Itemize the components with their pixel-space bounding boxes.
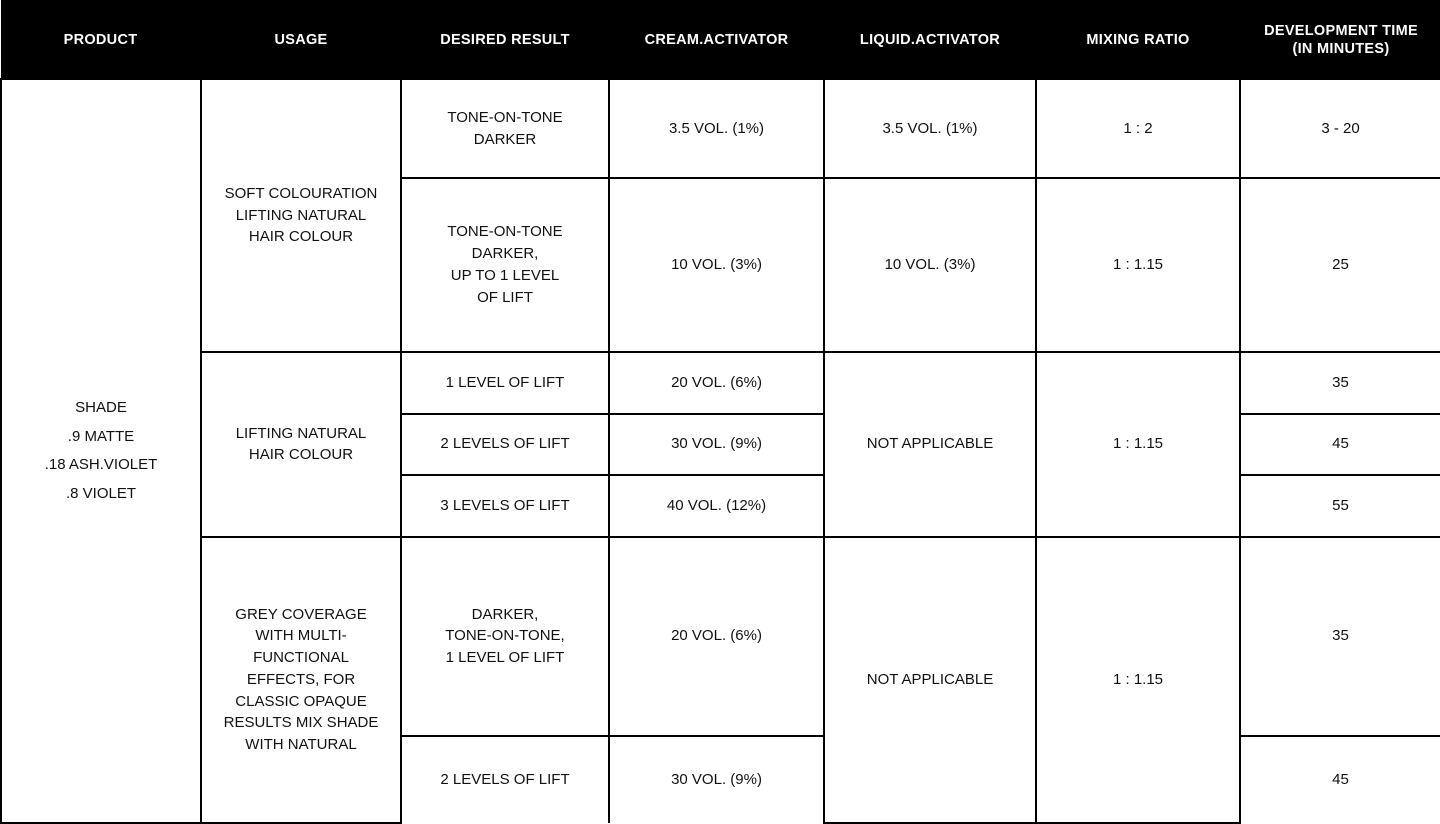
usage-line: LIFTING NATURAL <box>235 206 367 224</box>
cream-activator-cell: 10 VOL. (3%) <box>609 178 824 352</box>
cream-activator-cell: 20 VOL. (6%) <box>609 352 824 414</box>
mixing-ratio-cell: 1 : 1.15 <box>1036 178 1240 352</box>
usage-cell-soft-colouration <box>201 79 401 352</box>
result-line: DARKER, <box>471 605 539 623</box>
result-line: TONE-ON-TONE <box>447 108 563 126</box>
result-line: 1 LEVEL OF LIFT <box>445 649 565 667</box>
column-header-usage: USAGE <box>201 1 401 79</box>
cream-activator-cell: 3.5 VOL. (1%) <box>609 79 824 178</box>
desired-result-cell <box>401 79 609 178</box>
usage-line: FUNCTIONAL <box>253 649 349 667</box>
result-line: UP TO 1 LEVEL <box>450 266 560 284</box>
usage-line: CLASSIC OPAQUE <box>235 692 367 710</box>
mixing-ratio-cell: 1 : 1.15 <box>1036 352 1240 537</box>
usage-line: EFFECTS, FOR <box>246 670 356 688</box>
column-header-liquid-activator: LIQUID.ACTIVATOR <box>824 1 1036 79</box>
result-line: TONE-ON-TONE, <box>445 627 565 645</box>
table-row <box>1 79 1440 178</box>
column-header-desired-result: DESIRED RESULT <box>401 1 609 79</box>
mixing-ratio-cell: 1 : 1.15 <box>1036 537 1240 823</box>
product-cell <box>1 79 201 823</box>
development-time-cell: 35 <box>1240 537 1440 736</box>
development-time-cell: 35 <box>1240 352 1440 414</box>
column-header-cream-activator: CREAM.ACTIVATOR <box>609 1 824 79</box>
table-row <box>1 352 1440 414</box>
product-line: .18 ASH.VIOLET <box>44 456 158 473</box>
column-header-mixing-ratio: MIXING RATIO <box>1036 1 1240 79</box>
development-time-cell: 45 <box>1240 414 1440 476</box>
usage-line: WITH MULTI- <box>255 627 347 645</box>
desired-result-cell <box>401 178 609 352</box>
desired-result-cell: 2 LEVELS OF LIFT <box>401 736 609 823</box>
column-header-development-time <box>1240 1 1440 79</box>
result-line: DARKER <box>473 130 537 148</box>
development-time-sublabel: (IN MINUTES) <box>1292 41 1390 57</box>
desired-result-cell: 2 LEVELS OF LIFT <box>401 414 609 476</box>
development-time-cell: 3 - 20 <box>1240 79 1440 178</box>
cream-activator-cell: 20 VOL. (6%) <box>609 537 824 736</box>
usage-line: RESULTS MIX SHADE <box>223 714 379 732</box>
usage-line: HAIR COLOUR <box>248 446 354 464</box>
development-time-cell: 55 <box>1240 475 1440 537</box>
usage-cell-grey-coverage <box>201 537 401 823</box>
cream-activator-cell: 30 VOL. (9%) <box>609 414 824 476</box>
liquid-activator-cell: 3.5 VOL. (1%) <box>824 79 1036 178</box>
result-line: TONE-ON-TONE <box>447 223 563 241</box>
development-time-cell: 45 <box>1240 736 1440 823</box>
usage-cell-lifting-natural <box>201 352 401 537</box>
product-line: .8 VIOLET <box>65 484 137 502</box>
liquid-activator-cell: NOT APPLICABLE <box>824 537 1036 823</box>
result-line: DARKER, <box>471 245 539 263</box>
development-time-label: DEVELOPMENT TIME <box>1264 22 1418 39</box>
cream-activator-cell: 40 VOL. (12%) <box>609 475 824 537</box>
mixing-ratio-cell: 1 : 2 <box>1036 79 1240 178</box>
product-shade-list <box>10 394 192 508</box>
development-time-cell: 25 <box>1240 178 1440 352</box>
column-header-product: PRODUCT <box>1 1 201 79</box>
product-line: SHADE <box>75 399 127 416</box>
result-line: OF LIFT <box>477 288 533 306</box>
usage-line: LIFTING NATURAL <box>235 424 367 442</box>
desired-result-cell <box>401 537 609 736</box>
table-header <box>1 1 1440 79</box>
usage-line: WITH NATURAL <box>245 736 357 754</box>
desired-result-cell: 1 LEVEL OF LIFT <box>401 352 609 414</box>
table-row <box>1 537 1440 736</box>
usage-line: HAIR COLOUR <box>248 228 354 246</box>
product-line: .9 MATTE <box>67 427 135 445</box>
usage-line: SOFT COLOURATION <box>224 184 378 202</box>
table-body <box>1 79 1440 823</box>
table-header-row <box>1 1 1440 79</box>
liquid-activator-cell: NOT APPLICABLE <box>824 352 1036 537</box>
cream-activator-cell: 30 VOL. (9%) <box>609 736 824 823</box>
desired-result-cell: 3 LEVELS OF LIFT <box>401 475 609 537</box>
usage-line: GREY COVERAGE <box>235 605 367 623</box>
liquid-activator-cell: 10 VOL. (3%) <box>824 178 1036 352</box>
